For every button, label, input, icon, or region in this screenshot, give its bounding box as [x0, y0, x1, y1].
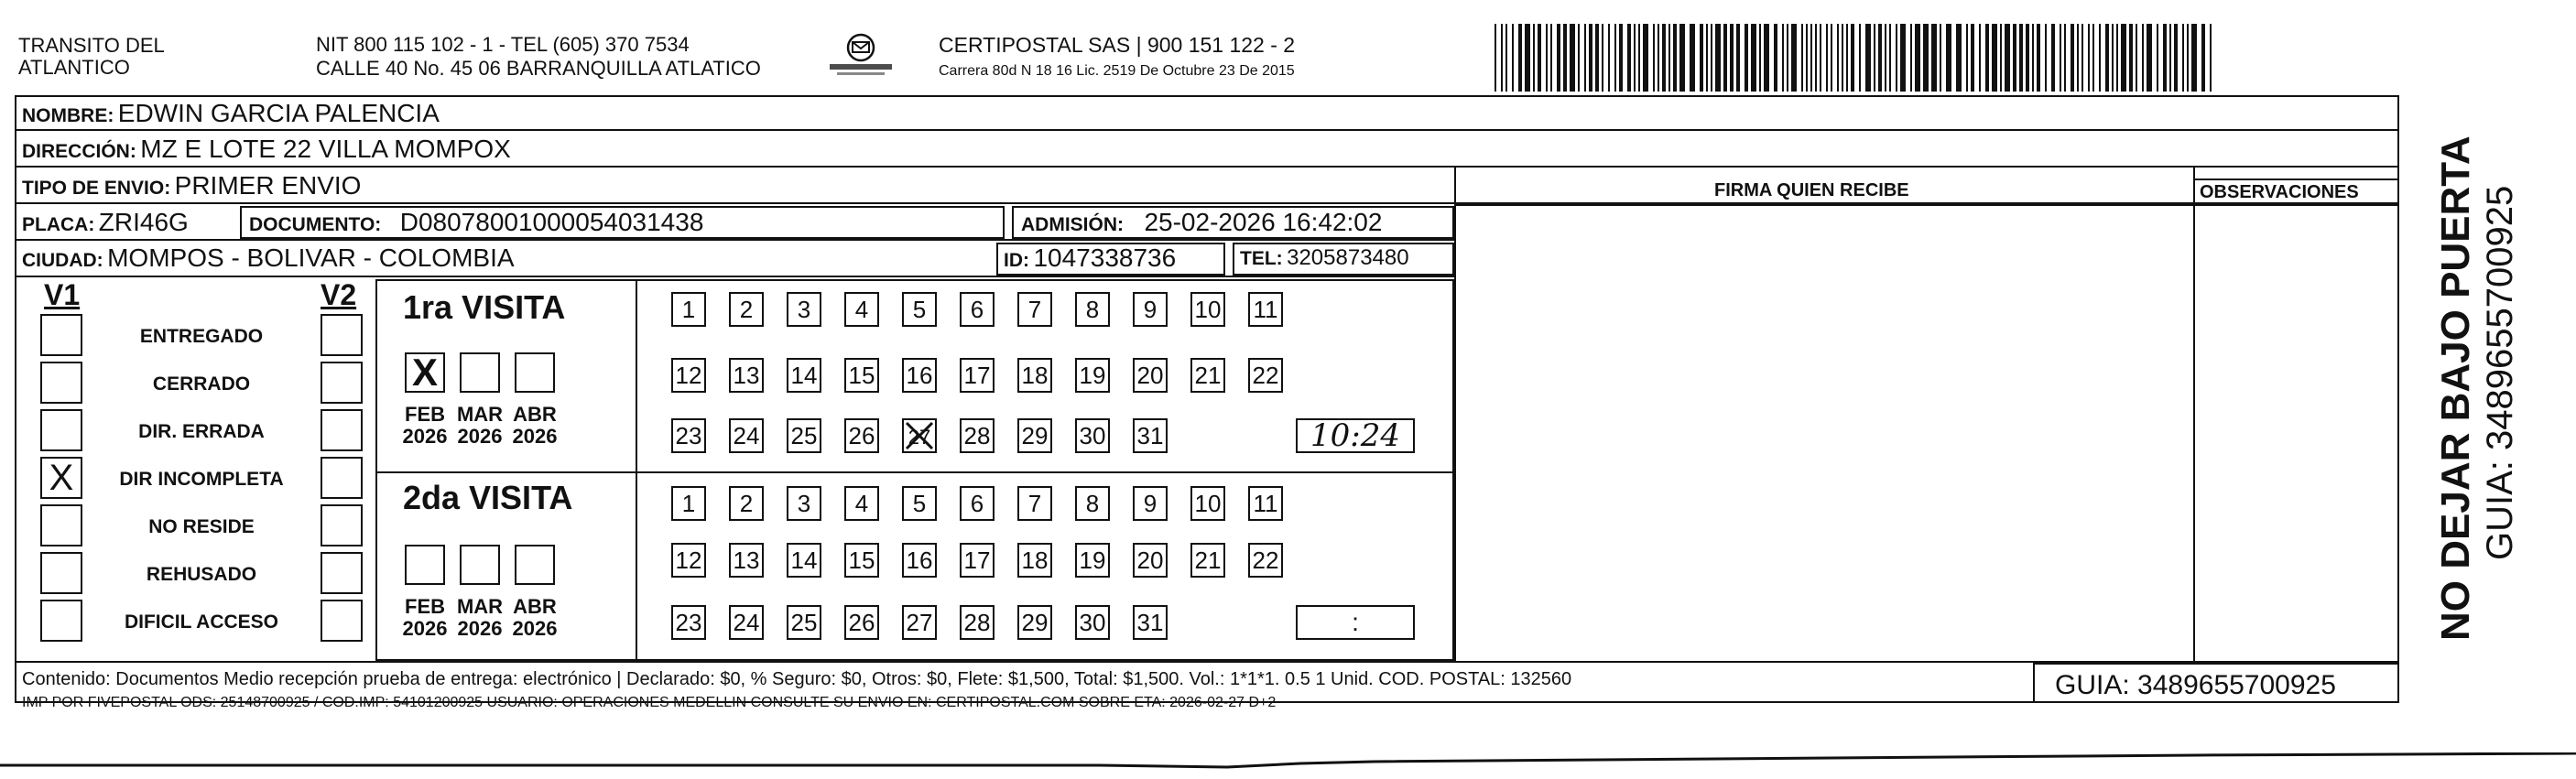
firma-label: FIRMA QUIEN RECIBE	[1714, 180, 1909, 200]
v1-checkbox[interactable]	[40, 600, 82, 642]
status-item-label: NO RESIDE	[148, 516, 255, 537]
status-item-label: DIR. ERRADA	[138, 421, 265, 442]
day-box[interactable]: 8	[1075, 292, 1110, 327]
nombre-row	[22, 101, 440, 126]
nombre-value: EDWIN GARCIA PALENCIA	[117, 99, 440, 127]
day-box[interactable]: 13	[729, 543, 764, 578]
documento-row	[249, 210, 703, 235]
v2-checkbox[interactable]	[321, 457, 363, 499]
v2-checkbox[interactable]	[321, 362, 363, 404]
day-box[interactable]: 17	[960, 543, 995, 578]
second-visit-time[interactable]: :	[1296, 605, 1415, 640]
day-box[interactable]: 11	[1248, 292, 1283, 327]
day-box[interactable]: 11	[1248, 486, 1283, 521]
v1-checkbox[interactable]	[40, 504, 82, 546]
day-box[interactable]: 25	[787, 418, 821, 453]
observations-area[interactable]	[2195, 206, 2399, 661]
svg-text:27: 27	[908, 426, 931, 449]
day-box[interactable]: 10	[1190, 486, 1225, 521]
day-box[interactable]: 2	[729, 486, 764, 521]
placa-row	[22, 210, 189, 235]
day-box[interactable]: 12	[671, 543, 706, 578]
day-box[interactable]: 5	[902, 486, 937, 521]
day-box[interactable]: 3	[787, 486, 821, 521]
v2-checkbox[interactable]	[321, 314, 363, 356]
company-name: TRANSITO DEL ATLANTICO	[18, 34, 164, 79]
v1-checkbox[interactable]: X	[40, 457, 82, 499]
day-box[interactable]: 4	[844, 486, 879, 521]
v1-label: V1	[44, 278, 81, 311]
month-checkbox-second[interactable]	[460, 545, 500, 585]
footer-imp: IMP POR FIVEPOSTAL ODS: 25148700925 / COD.IMP: 54101200925 USUARIO: OPERACIONES MEDELLIN CONSULTE SU ENVIO EN: CERTIPOSTAL.COM SOBRE ETA: 2026-02-27 D+2	[22, 695, 1277, 710]
day-box[interactable]: 21	[1190, 543, 1225, 578]
id-value: 1047338736	[1033, 243, 1177, 272]
company-nit: NIT 800 115 102 - 1 - TEL (605) 370 7534	[316, 33, 690, 56]
day-box[interactable]: 24	[729, 418, 764, 453]
admision-row	[1021, 210, 1382, 235]
day-box[interactable]: 4	[844, 292, 879, 327]
day-box[interactable]: 15	[844, 543, 879, 578]
day-box[interactable]: 9	[1133, 292, 1168, 327]
day-box[interactable]: 15	[844, 358, 879, 393]
id-label: ID:	[1004, 250, 1029, 271]
day-box[interactable]	[902, 418, 937, 453]
day-box[interactable]: 17	[960, 358, 995, 393]
first-visit-time[interactable]: 10:24	[1296, 418, 1415, 453]
ciudad-label: CIUDAD:	[22, 250, 103, 271]
day-box[interactable]: 10	[1190, 292, 1225, 327]
day-box[interactable]: 19	[1075, 543, 1110, 578]
ciudad-row	[22, 245, 515, 271]
v2-checkbox[interactable]	[321, 552, 363, 594]
month-label: MAR	[456, 403, 504, 426]
v2-checkbox[interactable]	[321, 600, 363, 642]
day-box[interactable]: 26	[844, 605, 879, 640]
admision-label: ADMISIÓN:	[1021, 214, 1124, 235]
day-box[interactable]: 2	[729, 292, 764, 327]
ciudad-value: MOMPOS - BOLIVAR - COLOMBIA	[107, 243, 515, 272]
day-box[interactable]: 9	[1133, 486, 1168, 521]
documento-value: D08078001000054031438	[399, 208, 704, 236]
day-box[interactable]: 14	[787, 543, 821, 578]
v1-checkbox[interactable]	[40, 314, 82, 356]
day-box[interactable]: 7	[1017, 292, 1052, 327]
status-item-label: ENTREGADO	[139, 326, 264, 347]
month-checkbox-second[interactable]	[405, 545, 445, 585]
placa-label: PLACA:	[22, 214, 95, 235]
company-address: CALLE 40 No. 45 06 BARRANQUILLA ATLATICO	[316, 57, 761, 80]
month-year: 2026	[457, 425, 503, 448]
status-item-label: REHUSADO	[146, 564, 257, 585]
day-box[interactable]: 24	[729, 605, 764, 640]
paper-edge	[0, 752, 2576, 774]
day-box[interactable]: 7	[1017, 486, 1052, 521]
month-year: 2026	[402, 425, 448, 448]
day-box[interactable]: 6	[960, 486, 995, 521]
direccion-label: DIRECCIÓN:	[22, 141, 136, 162]
month-year: 2026	[402, 617, 448, 640]
tel-label: TEL:	[1240, 248, 1283, 269]
direccion-row	[22, 136, 511, 162]
day-box[interactable]: 23	[671, 418, 706, 453]
day-box[interactable]: 21	[1190, 358, 1225, 393]
v1-checkbox[interactable]	[40, 362, 82, 404]
day-box[interactable]: 16	[902, 358, 937, 393]
month-checkbox-second[interactable]	[515, 545, 555, 585]
admision-value: 25-02-2026 16:42:02	[1144, 208, 1383, 236]
status-item-label: DIFICIL ACCESO	[124, 611, 278, 633]
month-checkbox-first[interactable]	[515, 352, 555, 393]
v1-checkbox[interactable]	[40, 409, 82, 451]
month-year: 2026	[512, 617, 558, 640]
tipo-row	[22, 173, 361, 199]
documento-label: DOCUMENTO:	[249, 214, 382, 235]
day-box[interactable]: 26	[844, 418, 879, 453]
no-dejar-bajo-puerta: NO DEJAR BAJO PUERTA	[2433, 135, 2478, 641]
day-box[interactable]: 3	[787, 292, 821, 327]
day-box[interactable]: 30	[1075, 605, 1110, 640]
day-box[interactable]: 6	[960, 292, 995, 327]
nombre-label: NOMBRE:	[22, 105, 114, 126]
day-box[interactable]: 29	[1017, 605, 1052, 640]
tipo-value: PRIMER ENVIO	[174, 171, 362, 200]
signature-area[interactable]	[1454, 206, 2193, 661]
day-box[interactable]: 20	[1133, 358, 1168, 393]
id-row	[1004, 245, 1176, 271]
day-box[interactable]: 13	[729, 358, 764, 393]
month-label: FEB	[405, 595, 445, 618]
footer-guia: GUIA: 3489655700925	[2055, 670, 2336, 700]
month-checkbox-first[interactable]	[460, 352, 500, 393]
month-label: ABR	[513, 595, 557, 618]
month-label: FEB	[405, 403, 445, 426]
day-box[interactable]: 30	[1075, 418, 1110, 453]
day-box[interactable]: 1	[671, 292, 706, 327]
day-box[interactable]: 25	[787, 605, 821, 640]
tipo-label: TIPO DE ENVIO:	[22, 178, 171, 199]
second-visit-title: 2da VISITA	[403, 479, 573, 516]
month-year: 2026	[457, 617, 503, 640]
v2-label: V2	[321, 278, 357, 311]
observaciones-label: OBSERVACIONES	[2200, 182, 2359, 202]
day-box[interactable]: 23	[671, 605, 706, 640]
v2-checkbox[interactable]	[321, 409, 363, 451]
direccion-value: MZ E LOTE 22 VILLA MOMPOX	[140, 135, 511, 163]
v1-checkbox[interactable]	[40, 552, 82, 594]
tel-value: 3205873480	[1287, 245, 1409, 270]
day-box[interactable]: 18	[1017, 358, 1052, 393]
tel-row	[1240, 247, 1409, 269]
v2-checkbox[interactable]	[321, 504, 363, 546]
status-item-label: DIR INCOMPLETA	[119, 469, 284, 490]
day-box[interactable]: 28	[960, 605, 995, 640]
first-visit-title: 1ra VISITA	[403, 288, 566, 326]
day-box[interactable]: 22	[1248, 543, 1283, 578]
month-checkbox-first[interactable]: X	[405, 352, 445, 393]
day-box[interactable]: 29	[1017, 418, 1052, 453]
day-box[interactable]: 18	[1017, 543, 1052, 578]
day-box[interactable]: 28	[960, 418, 995, 453]
courier-name: CERTIPOSTAL SAS | 900 151 122 - 2	[939, 33, 1296, 57]
month-label: ABR	[513, 403, 557, 426]
courier-address: Carrera 80d N 18 16 Lic. 2519 De Octubre 23 De 2015	[939, 63, 1295, 79]
day-box[interactable]: 19	[1075, 358, 1110, 393]
barcode	[1491, 24, 2223, 96]
certipostal-logo	[824, 31, 897, 79]
day-box[interactable]: 27	[902, 605, 937, 640]
month-label: MAR	[456, 595, 504, 618]
status-item-label: CERRADO	[152, 373, 251, 395]
month-year: 2026	[512, 425, 558, 448]
placa-value: ZRI46G	[98, 208, 189, 236]
side-guia: GUIA: 3489655700925	[2480, 185, 2520, 560]
day-box[interactable]: 16	[902, 543, 937, 578]
footer-content: Contenido: Documentos Medio recepción prueba de entrega: electrónico | Declarado: $0, % Seguro: $0, Otros: $0, Flete: $1,500, Total: $1,500. Vol.: 1*1*1. 0.5 1 Unid. COD. POSTAL: 132560	[22, 669, 1572, 689]
day-box[interactable]: 22	[1248, 358, 1283, 393]
day-box[interactable]: 1	[671, 486, 706, 521]
day-box[interactable]: 8	[1075, 486, 1110, 521]
day-box[interactable]: 14	[787, 358, 821, 393]
day-box[interactable]: 20	[1133, 543, 1168, 578]
day-box[interactable]: 5	[902, 292, 937, 327]
day-box[interactable]: 31	[1133, 418, 1168, 453]
day-box[interactable]: 31	[1133, 605, 1168, 640]
day-box[interactable]: 12	[671, 358, 706, 393]
